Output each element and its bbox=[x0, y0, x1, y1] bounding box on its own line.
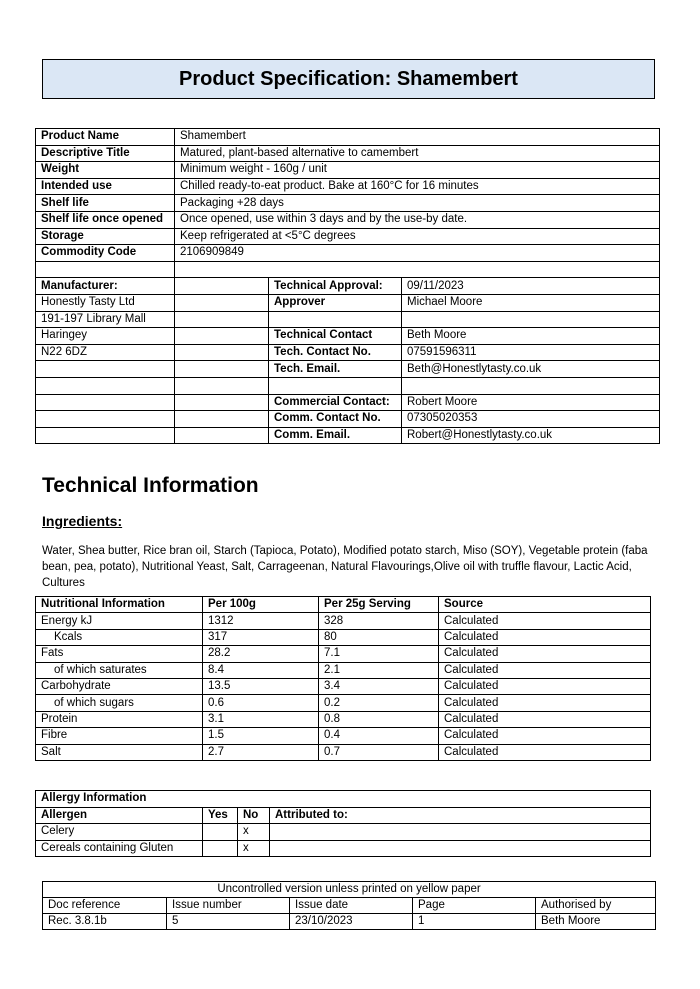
doc-header: Doc reference bbox=[43, 898, 167, 914]
nutrient-name: Salt bbox=[36, 744, 203, 760]
doc-value-row bbox=[43, 914, 656, 930]
spec-value: Shamembert bbox=[175, 129, 660, 146]
contact-label bbox=[269, 311, 402, 328]
per-100g: 13.5 bbox=[203, 678, 319, 694]
nutrient-name: of which sugars bbox=[36, 695, 203, 711]
contact-cell bbox=[175, 294, 269, 311]
source: Calculated bbox=[439, 646, 651, 662]
doc-header: Page bbox=[413, 898, 536, 914]
per-100g: 317 bbox=[203, 629, 319, 645]
per-100g: 8.4 bbox=[203, 662, 319, 678]
allergy-header: Allergen bbox=[36, 807, 203, 824]
contact-label: Technical Approval: bbox=[269, 278, 402, 295]
ingredients-text: Water, Shea butter, Rice bran oil, Starch (Tapioca, Potato), Modified potato starch, Miso (SOY), Vegetable protein (faba bean, pea, potato), Nutritional Yeast, Salt, Carrageenan, Natural Flavourings,Olive oil with truffle flavour, Lactic Acid, Cultures bbox=[42, 545, 648, 589]
nutrient-name: Kcals bbox=[36, 629, 203, 645]
source: Calculated bbox=[439, 613, 651, 629]
contact-value bbox=[402, 311, 660, 328]
allergy-table bbox=[35, 790, 651, 857]
source: Calculated bbox=[439, 629, 651, 645]
spec-label: Weight bbox=[36, 162, 175, 179]
document-title: Product Specification: Shamembert bbox=[42, 59, 655, 99]
allergy-title-row bbox=[36, 791, 651, 808]
allergy-header: Attributed to: bbox=[270, 807, 651, 824]
contact-value: Beth Moore bbox=[402, 328, 660, 345]
contact-cell bbox=[36, 411, 175, 428]
doc-header: Authorised by bbox=[536, 898, 656, 914]
doc-header: Issue date bbox=[290, 898, 413, 914]
nutrient-name: Fibre bbox=[36, 728, 203, 744]
document-control-table bbox=[42, 881, 656, 930]
spacer-row bbox=[36, 261, 660, 278]
allergen-name: Celery bbox=[36, 824, 203, 841]
ingredients-heading: Ingredients: bbox=[42, 513, 123, 529]
contact-value: Robert@Honestlytasty.co.uk bbox=[402, 427, 660, 444]
nutrition-header: Source bbox=[439, 597, 651, 613]
nutrition-row bbox=[36, 646, 651, 662]
nutrient-name: of which saturates bbox=[36, 662, 203, 678]
contact-label: Comm. Email. bbox=[269, 427, 402, 444]
per-serving: 0.8 bbox=[319, 711, 439, 727]
contact-cell: Haringey bbox=[36, 328, 175, 345]
doc-header-row bbox=[43, 898, 656, 914]
nutrition-table bbox=[35, 596, 651, 761]
contact-label: Commercial Contact: bbox=[269, 394, 402, 411]
source: Calculated bbox=[439, 711, 651, 727]
contact-cell: Honestly Tasty Ltd bbox=[36, 294, 175, 311]
contact-cell bbox=[36, 377, 175, 394]
nutrient-name: Protein bbox=[36, 711, 203, 727]
spec-label: Product Name bbox=[36, 129, 175, 146]
per-100g: 2.7 bbox=[203, 744, 319, 760]
per-100g: 28.2 bbox=[203, 646, 319, 662]
allergen-yes bbox=[203, 840, 238, 857]
nutrient-name: Carbohydrate bbox=[36, 678, 203, 694]
allergy-title: Allergy Information bbox=[36, 791, 651, 808]
contact-row bbox=[36, 377, 660, 394]
contact-row bbox=[36, 344, 660, 361]
per-serving: 7.1 bbox=[319, 646, 439, 662]
per-serving: 328 bbox=[319, 613, 439, 629]
contact-cell bbox=[36, 394, 175, 411]
contact-cell bbox=[175, 377, 269, 394]
nutrition-row bbox=[36, 629, 651, 645]
contact-row bbox=[36, 427, 660, 444]
contact-cell bbox=[175, 361, 269, 378]
spec-row bbox=[36, 211, 660, 228]
spec-value: Chilled ready-to-eat product. Bake at 160°C for 16 minutes bbox=[175, 178, 660, 195]
contact-value: 07305020353 bbox=[402, 411, 660, 428]
per-serving: 0.4 bbox=[319, 728, 439, 744]
contact-label: Comm. Contact No. bbox=[269, 411, 402, 428]
nutrient-name: Fats bbox=[36, 646, 203, 662]
spec-value: Packaging +28 days bbox=[175, 195, 660, 212]
nutrition-row bbox=[36, 662, 651, 678]
spec-value: Minimum weight - 160g / unit bbox=[175, 162, 660, 179]
spec-label: Storage bbox=[36, 228, 175, 245]
contact-cell bbox=[175, 344, 269, 361]
nutrition-header: Nutritional Information bbox=[36, 597, 203, 613]
spec-label: Shelf life bbox=[36, 195, 175, 212]
spec-value: 2106909849 bbox=[175, 245, 660, 262]
doc-notice: Uncontrolled version unless printed on yellow paper bbox=[43, 882, 656, 898]
nutrition-row bbox=[36, 744, 651, 760]
doc-reference: Rec. 3.8.1b bbox=[43, 914, 167, 930]
source: Calculated bbox=[439, 728, 651, 744]
contact-value: Robert Moore bbox=[402, 394, 660, 411]
contact-row bbox=[36, 394, 660, 411]
contact-cell: Manufacturer: bbox=[36, 278, 175, 295]
allergen-name: Cereals containing Gluten bbox=[36, 840, 203, 857]
allergen-no: x bbox=[238, 840, 270, 857]
contact-cell bbox=[36, 361, 175, 378]
doc-notice-row bbox=[43, 882, 656, 898]
source: Calculated bbox=[439, 662, 651, 678]
contact-value: 09/11/2023 bbox=[402, 278, 660, 295]
allergy-header: Yes bbox=[203, 807, 238, 824]
contact-cell bbox=[175, 394, 269, 411]
spec-row bbox=[36, 129, 660, 146]
per-100g: 0.6 bbox=[203, 695, 319, 711]
nutrient-name: Energy kJ bbox=[36, 613, 203, 629]
contact-cell bbox=[175, 411, 269, 428]
nutrition-header-row bbox=[36, 597, 651, 613]
contact-row bbox=[36, 411, 660, 428]
per-serving: 0.7 bbox=[319, 744, 439, 760]
spec-value: Keep refrigerated at <5°C degrees bbox=[175, 228, 660, 245]
contact-value bbox=[402, 377, 660, 394]
spec-row bbox=[36, 145, 660, 162]
contact-cell bbox=[175, 278, 269, 295]
nutrition-row bbox=[36, 678, 651, 694]
contact-cell: N22 6DZ bbox=[36, 344, 175, 361]
product-spec-table bbox=[35, 128, 660, 444]
spec-row bbox=[36, 162, 660, 179]
allergy-row bbox=[36, 840, 651, 857]
contact-row bbox=[36, 361, 660, 378]
spec-row bbox=[36, 178, 660, 195]
technical-info-heading: Technical Information bbox=[42, 474, 259, 497]
nutrition-header: Per 25g Serving bbox=[319, 597, 439, 613]
per-serving: 3.4 bbox=[319, 678, 439, 694]
issue-date: 23/10/2023 bbox=[290, 914, 413, 930]
spec-label: Intended use bbox=[36, 178, 175, 195]
contact-value: Beth@Honestlytasty.co.uk bbox=[402, 361, 660, 378]
spec-value: Matured, plant-based alternative to camembert bbox=[175, 145, 660, 162]
allergy-header: No bbox=[238, 807, 270, 824]
contact-label: Approver bbox=[269, 294, 402, 311]
contact-row bbox=[36, 294, 660, 311]
spec-value: Once opened, use within 3 days and by the use-by date. bbox=[175, 211, 660, 228]
spec-row bbox=[36, 245, 660, 262]
contact-label: Technical Contact bbox=[269, 328, 402, 345]
allergen-attributed bbox=[270, 840, 651, 857]
source: Calculated bbox=[439, 744, 651, 760]
per-100g: 3.1 bbox=[203, 711, 319, 727]
allergen-attributed bbox=[270, 824, 651, 841]
doc-header: Issue number bbox=[167, 898, 290, 914]
contact-row bbox=[36, 311, 660, 328]
nutrition-row bbox=[36, 711, 651, 727]
source: Calculated bbox=[439, 678, 651, 694]
nutrition-row bbox=[36, 728, 651, 744]
contact-row bbox=[36, 328, 660, 345]
contact-label: Tech. Contact No. bbox=[269, 344, 402, 361]
contact-cell: 191-197 Library Mall bbox=[36, 311, 175, 328]
spec-label: Shelf life once opened bbox=[36, 211, 175, 228]
per-serving: 2.1 bbox=[319, 662, 439, 678]
per-100g: 1312 bbox=[203, 613, 319, 629]
source: Calculated bbox=[439, 695, 651, 711]
per-serving: 0.2 bbox=[319, 695, 439, 711]
per-100g: 1.5 bbox=[203, 728, 319, 744]
authorised-by: Beth Moore bbox=[536, 914, 656, 930]
per-serving: 80 bbox=[319, 629, 439, 645]
contact-cell bbox=[175, 311, 269, 328]
contact-label: Tech. Email. bbox=[269, 361, 402, 378]
allergy-row bbox=[36, 824, 651, 841]
page-number: 1 bbox=[413, 914, 536, 930]
spec-row bbox=[36, 228, 660, 245]
allergen-no: x bbox=[238, 824, 270, 841]
nutrition-row bbox=[36, 695, 651, 711]
contact-value: Michael Moore bbox=[402, 294, 660, 311]
contact-cell bbox=[36, 427, 175, 444]
contact-value: 07591596311 bbox=[402, 344, 660, 361]
contact-row bbox=[36, 278, 660, 295]
spec-label: Descriptive Title bbox=[36, 145, 175, 162]
contact-label bbox=[269, 377, 402, 394]
contact-cell bbox=[175, 328, 269, 345]
allergy-header-row bbox=[36, 807, 651, 824]
nutrition-row bbox=[36, 613, 651, 629]
spec-label: Commodity Code bbox=[36, 245, 175, 262]
allergen-yes bbox=[203, 824, 238, 841]
nutrition-header: Per 100g bbox=[203, 597, 319, 613]
issue-number: 5 bbox=[167, 914, 290, 930]
contact-cell bbox=[175, 427, 269, 444]
spec-row bbox=[36, 195, 660, 212]
